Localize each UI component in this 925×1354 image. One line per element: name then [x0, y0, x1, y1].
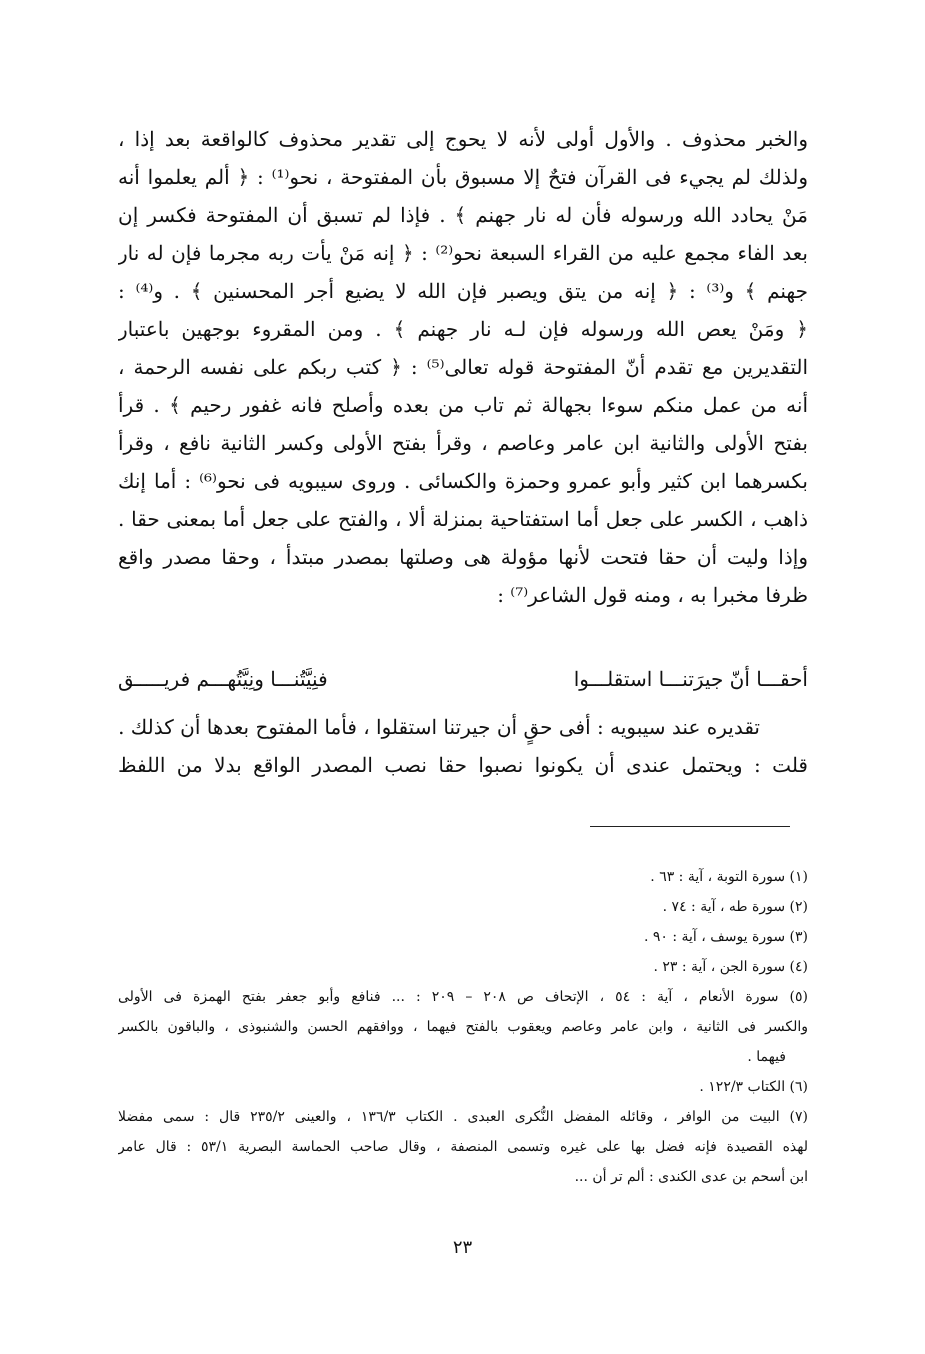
text-line: ذاهب ، الكسر على جعل أما استفتاحية بمنزلة ألا ، والفتح على جعل أما بمعنى حقا .	[118, 507, 808, 531]
footnote-continuation: ابن أسحم بن عدى الكندى : ألم تر أن ...	[574, 1169, 808, 1185]
verse-first-hemistich: أحقـــا أنّ جيرَتنـــا استقلـــوا	[573, 667, 808, 691]
footnote-continuation: والكسر فى الثانية ، وابن عامر وعاصم ويعقوب بالفتح فيهما ، ووافقهم الحسن والشنبوذى ، والباقون بالكسر	[118, 1019, 808, 1035]
text-line: تقديره عند سيبويه : أفى حقٍ أن جيرتنا استقلوا ، فأما المفتوح بعدها أن كذلك .	[118, 715, 760, 739]
main-text	[118, 120, 808, 614]
text-line: ظرفا مخبرا به ، ومنه قول الشاعر⁽⁷⁾ :	[497, 583, 808, 607]
text-line: بعد الفاء مجمع عليه من القراء السبعة نحو⁽²⁾ : ﴿ إنه مَنْ يأت ربه مجرما فإن له نار	[118, 241, 808, 265]
footnote: (١) سورة التوبة ، آية : ٦٣ .	[650, 869, 808, 885]
text-line: والخبر محذوف . والأول أولى لأنه لا يحوج إلى تقدير محذوف كالواقعة بعد إذا ،	[118, 127, 808, 151]
main-text-continued	[118, 708, 808, 784]
text-line: جهنم ﴾ و⁽³⁾ : ﴿ إنه من يتق ويصبر فإن الله لا يضيع أجر المحسنين ﴾ . و⁽⁴⁾ :	[118, 279, 808, 303]
text-line: قلت : ويحتمل عندى أن يكونوا نصبوا حقا نصب المصدر الواقع بدلا من اللفظ	[118, 753, 808, 777]
footnote-continuation: لهذه القصيدة فإنه فضل بها على غيره وتسمى المنصفة ، وقال صاحب الحماسة البصرية ٥٣/١ : قال عامر	[118, 1139, 808, 1155]
text-line: أنه من عمل منكم سوءا بجهالة ثم تاب من بعده وأصلح فانه غفور رحيم ﴾ . قرأ	[118, 393, 808, 417]
footnotes	[118, 862, 808, 1192]
text-line: التقديرين مع تقدم أنّ المفتوحة قوله تعالى⁽⁵⁾ : ﴿ كتب ربكم على نفسه الرحمة ،	[118, 355, 808, 379]
page-number: ٢٣	[452, 1237, 473, 1258]
footnote-divider	[590, 826, 790, 827]
footnote: (٢) سورة طه ، آية : ٧٤ .	[662, 899, 808, 915]
footnote: (٥) سورة الأنعام ، آية : ٥٤ ، الإتحاف ص ٢٠٨ – ٢٠٩ : ... فنافع وأبو جعفر بفتح الهمزة فى الأولى	[118, 989, 808, 1005]
footnote: (٣) سورة يوسف ، آية : ٩٠ .	[643, 929, 808, 945]
text-line: بفتح الأولى والثانية ابن عامر وعاصم ، وقرأ بفتح الأولى وكسر الثانية نافع ، وقرأ	[118, 431, 808, 455]
text-line: ولذلك لم يجيء فى القرآن فتحٌ إلا مسبوق بأن المفتوحة ، نحو⁽¹⁾ : ﴿ ألم يعلموا أنه	[118, 165, 808, 189]
poetry-verse	[118, 664, 808, 694]
footnote: (٧) البيت من الوافر ، وقائله المفضل النُّكرى العبدى . الكتاب ١٣٦/٣ ، والعينى ٢٣٥/٢ قال : سمى مفضلا	[118, 1109, 808, 1125]
verse-second-hemistich: فنِيَّتُنـــا ونِيَّتُهـــم فريـــــق	[118, 667, 328, 691]
footnote: (٤) سورة الجن ، آية : ٢٣ .	[653, 959, 808, 975]
text-line: مَنْ يحادد الله ورسوله فأن له نار جهنم ﴾ . فإذا لم تسبق أن المفتوحة فكسر إن	[118, 203, 808, 227]
text-line: ﴿ ومَنْ يعص الله ورسوله فإن لـه نار جهنم ﴾ . ومن المقروء بوجهين باعتبار	[118, 317, 808, 341]
text-line: بكسرهما ابن كثير وأبو عمرو وحمزة والكسائى . وروى سيبويه فى نحو⁽⁶⁾ : أما إنك	[118, 469, 808, 493]
text-line: وإذا وليت أن حقا فتحت لأنها مؤولة هى وصلتها بمصدر مبتدأ ، وحقا مصدر واقع	[118, 545, 808, 569]
footnote-continuation: فيهما .	[747, 1049, 786, 1065]
footnote: (٦) الكتاب ١٢٢/٣ .	[699, 1079, 808, 1095]
